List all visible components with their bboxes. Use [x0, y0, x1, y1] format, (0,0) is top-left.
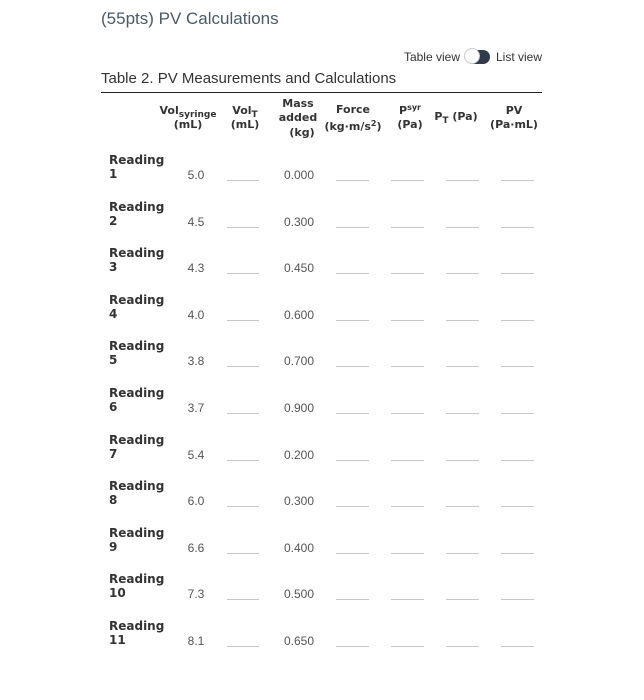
pv-blank[interactable]	[501, 366, 534, 367]
vol-syringe-cell: 5.4	[187, 447, 205, 462]
mass-added-cell: 0.300	[283, 494, 315, 509]
row-number: 9	[109, 539, 118, 554]
p-t-blank[interactable]	[446, 273, 479, 274]
p-syr-blank[interactable]	[391, 180, 424, 181]
table-row	[0, 433, 644, 479]
row-label	[109, 153, 164, 181]
force-blank[interactable]	[336, 553, 369, 554]
mass-added-cell: 0.200	[283, 447, 315, 462]
row-label	[109, 526, 164, 554]
table-row	[0, 153, 644, 199]
switch-knob[interactable]	[464, 48, 480, 64]
p-t-blank[interactable]	[446, 506, 479, 507]
row-label	[109, 619, 164, 647]
pv-blank[interactable]	[501, 273, 534, 274]
row-label-text: Reading	[109, 386, 165, 400]
vol-t-blank[interactable]	[227, 460, 259, 461]
table-row	[0, 386, 644, 432]
row-label-text: Reading	[109, 246, 165, 261]
row-label	[109, 433, 164, 461]
row-label-text: Reading	[109, 199, 165, 214]
header-pv: PV (Pa·mL)	[490, 104, 538, 131]
row-label-text: Reading	[109, 479, 165, 494]
vol-syringe-cell: 6.0	[187, 494, 205, 509]
view-switch[interactable]	[466, 50, 490, 64]
vol-t-blank[interactable]	[227, 366, 259, 367]
row-number: 4	[109, 306, 118, 321]
vol-t-blank[interactable]	[227, 320, 259, 321]
row-label	[109, 339, 164, 367]
row-label-text: Reading	[109, 339, 165, 354]
header-vol-t: Vol$_T$ (mL)	[230, 104, 260, 131]
table-row	[0, 572, 644, 618]
row-label-text: Reading	[109, 153, 165, 167]
table-row	[0, 246, 644, 292]
force-blank[interactable]	[336, 227, 369, 228]
vol-syringe-cell: 6.6	[187, 540, 205, 555]
row-label	[109, 246, 164, 274]
vol-syringe-cell: 5.0	[187, 168, 205, 182]
p-t-blank[interactable]	[446, 413, 479, 414]
pv-blank[interactable]	[501, 413, 534, 414]
p-t-blank[interactable]	[446, 599, 479, 600]
table-row	[0, 479, 644, 525]
vol-syringe-cell: 4.5	[187, 214, 205, 229]
page-title: (55pts) PV Calculations	[101, 9, 279, 28]
pv-blank[interactable]	[501, 320, 534, 321]
row-label	[109, 200, 164, 228]
vol-syringe-cell: 4.0	[187, 307, 205, 322]
table-row	[0, 526, 644, 572]
p-syr-blank[interactable]	[391, 599, 424, 600]
force-blank[interactable]	[336, 273, 369, 274]
table-row	[0, 200, 644, 246]
p-t-blank[interactable]	[446, 553, 479, 554]
mass-added-cell: 0.900	[283, 401, 315, 415]
force-blank[interactable]	[336, 506, 369, 507]
pv-blank[interactable]	[501, 180, 534, 181]
p-syr-blank[interactable]	[391, 506, 424, 507]
vol-t-blank[interactable]	[227, 506, 259, 507]
row-label-text: Reading	[109, 619, 165, 633]
header-vol-syringe: Vol$_{syringe}$ (mL)	[159, 104, 217, 131]
pv-blank[interactable]	[501, 460, 534, 461]
p-syr-blank[interactable]	[391, 320, 424, 321]
table-row	[0, 293, 644, 339]
row-number: 2	[109, 213, 118, 228]
table-row	[0, 619, 644, 665]
p-syr-blank[interactable]	[391, 460, 424, 461]
view-toggle[interactable]	[404, 50, 542, 64]
force-blank[interactable]	[336, 320, 369, 321]
pv-blank[interactable]	[501, 646, 534, 647]
p-t-blank[interactable]	[446, 180, 479, 181]
vol-t-blank[interactable]	[227, 599, 259, 600]
force-blank[interactable]	[336, 460, 369, 461]
row-number: 3	[109, 260, 118, 275]
header-mass-added: Mass added (kg)	[278, 97, 318, 139]
p-t-blank[interactable]	[446, 366, 479, 367]
force-blank[interactable]	[336, 413, 369, 414]
row-number: 10	[109, 586, 126, 601]
p-syr-blank[interactable]	[391, 646, 424, 647]
p-t-blank[interactable]	[446, 646, 479, 647]
table-row	[0, 339, 644, 385]
force-blank[interactable]	[336, 366, 369, 367]
row-label-text: Reading	[109, 432, 165, 447]
row-label	[109, 293, 164, 321]
vol-t-blank[interactable]	[227, 413, 259, 414]
vol-syringe-cell: 3.8	[187, 354, 205, 369]
row-label-text: Reading	[109, 292, 165, 307]
row-number: 5	[109, 353, 118, 368]
mass-added-cell: 0.400	[283, 540, 315, 555]
vol-t-blank[interactable]	[227, 646, 259, 647]
row-label	[109, 572, 164, 600]
caption-divider	[101, 92, 542, 93]
row-label-text: Reading	[109, 525, 165, 540]
p-t-blank[interactable]	[446, 227, 479, 228]
mass-added-cell: 0.600	[283, 307, 315, 322]
vol-t-blank[interactable]	[227, 180, 259, 181]
header-p-t: $P_T$ (Pa)	[434, 110, 478, 126]
force-blank[interactable]	[336, 599, 369, 600]
force-blank[interactable]	[336, 646, 369, 647]
p-t-blank[interactable]	[446, 460, 479, 461]
mass-added-cell: 0.650	[283, 634, 315, 648]
mass-added-cell: 0.300	[283, 214, 315, 229]
row-label	[109, 386, 164, 414]
mass-added-cell: 0.450	[283, 261, 315, 276]
p-syr-blank[interactable]	[391, 553, 424, 554]
vol-syringe-cell: 3.7	[187, 401, 205, 415]
list-view-label[interactable]: List view	[495, 50, 542, 64]
vol-syringe-cell: 8.1	[187, 634, 205, 648]
vol-syringe-cell: 4.3	[187, 261, 205, 276]
vol-t-blank[interactable]	[227, 227, 259, 228]
mass-added-cell: 0.000	[283, 168, 315, 182]
pv-blank[interactable]	[501, 227, 534, 228]
p-syr-blank[interactable]	[391, 227, 424, 228]
p-syr-blank[interactable]	[391, 273, 424, 274]
header-force: Force $(kg\cdot m/s^2)$	[324, 103, 382, 133]
p-syr-blank[interactable]	[391, 413, 424, 414]
row-number: 6	[109, 400, 118, 414]
row-number: 11	[109, 633, 126, 647]
mass-added-cell: 0.500	[283, 587, 315, 602]
row-label	[109, 479, 164, 507]
row-number: 1	[109, 167, 118, 181]
pv-blank[interactable]	[501, 506, 534, 507]
vol-syringe-cell: 7.3	[187, 587, 205, 602]
p-syr-blank[interactable]	[391, 366, 424, 367]
row-number: 8	[109, 493, 118, 508]
pv-blank[interactable]	[501, 553, 534, 554]
table-caption: Table 2. PV Measurements and Calculations	[101, 70, 397, 87]
p-t-blank[interactable]	[446, 320, 479, 321]
vol-t-blank[interactable]	[227, 273, 259, 274]
force-blank[interactable]	[336, 180, 369, 181]
header-p-syr: $P^{syr}$ (Pa)	[397, 103, 423, 131]
row-label-text: Reading	[109, 572, 165, 587]
vol-t-blank[interactable]	[227, 553, 259, 554]
row-number: 7	[109, 446, 118, 461]
table-view-label[interactable]: Table view	[403, 50, 460, 64]
mass-added-cell: 0.700	[283, 354, 315, 369]
pv-blank[interactable]	[501, 599, 534, 600]
